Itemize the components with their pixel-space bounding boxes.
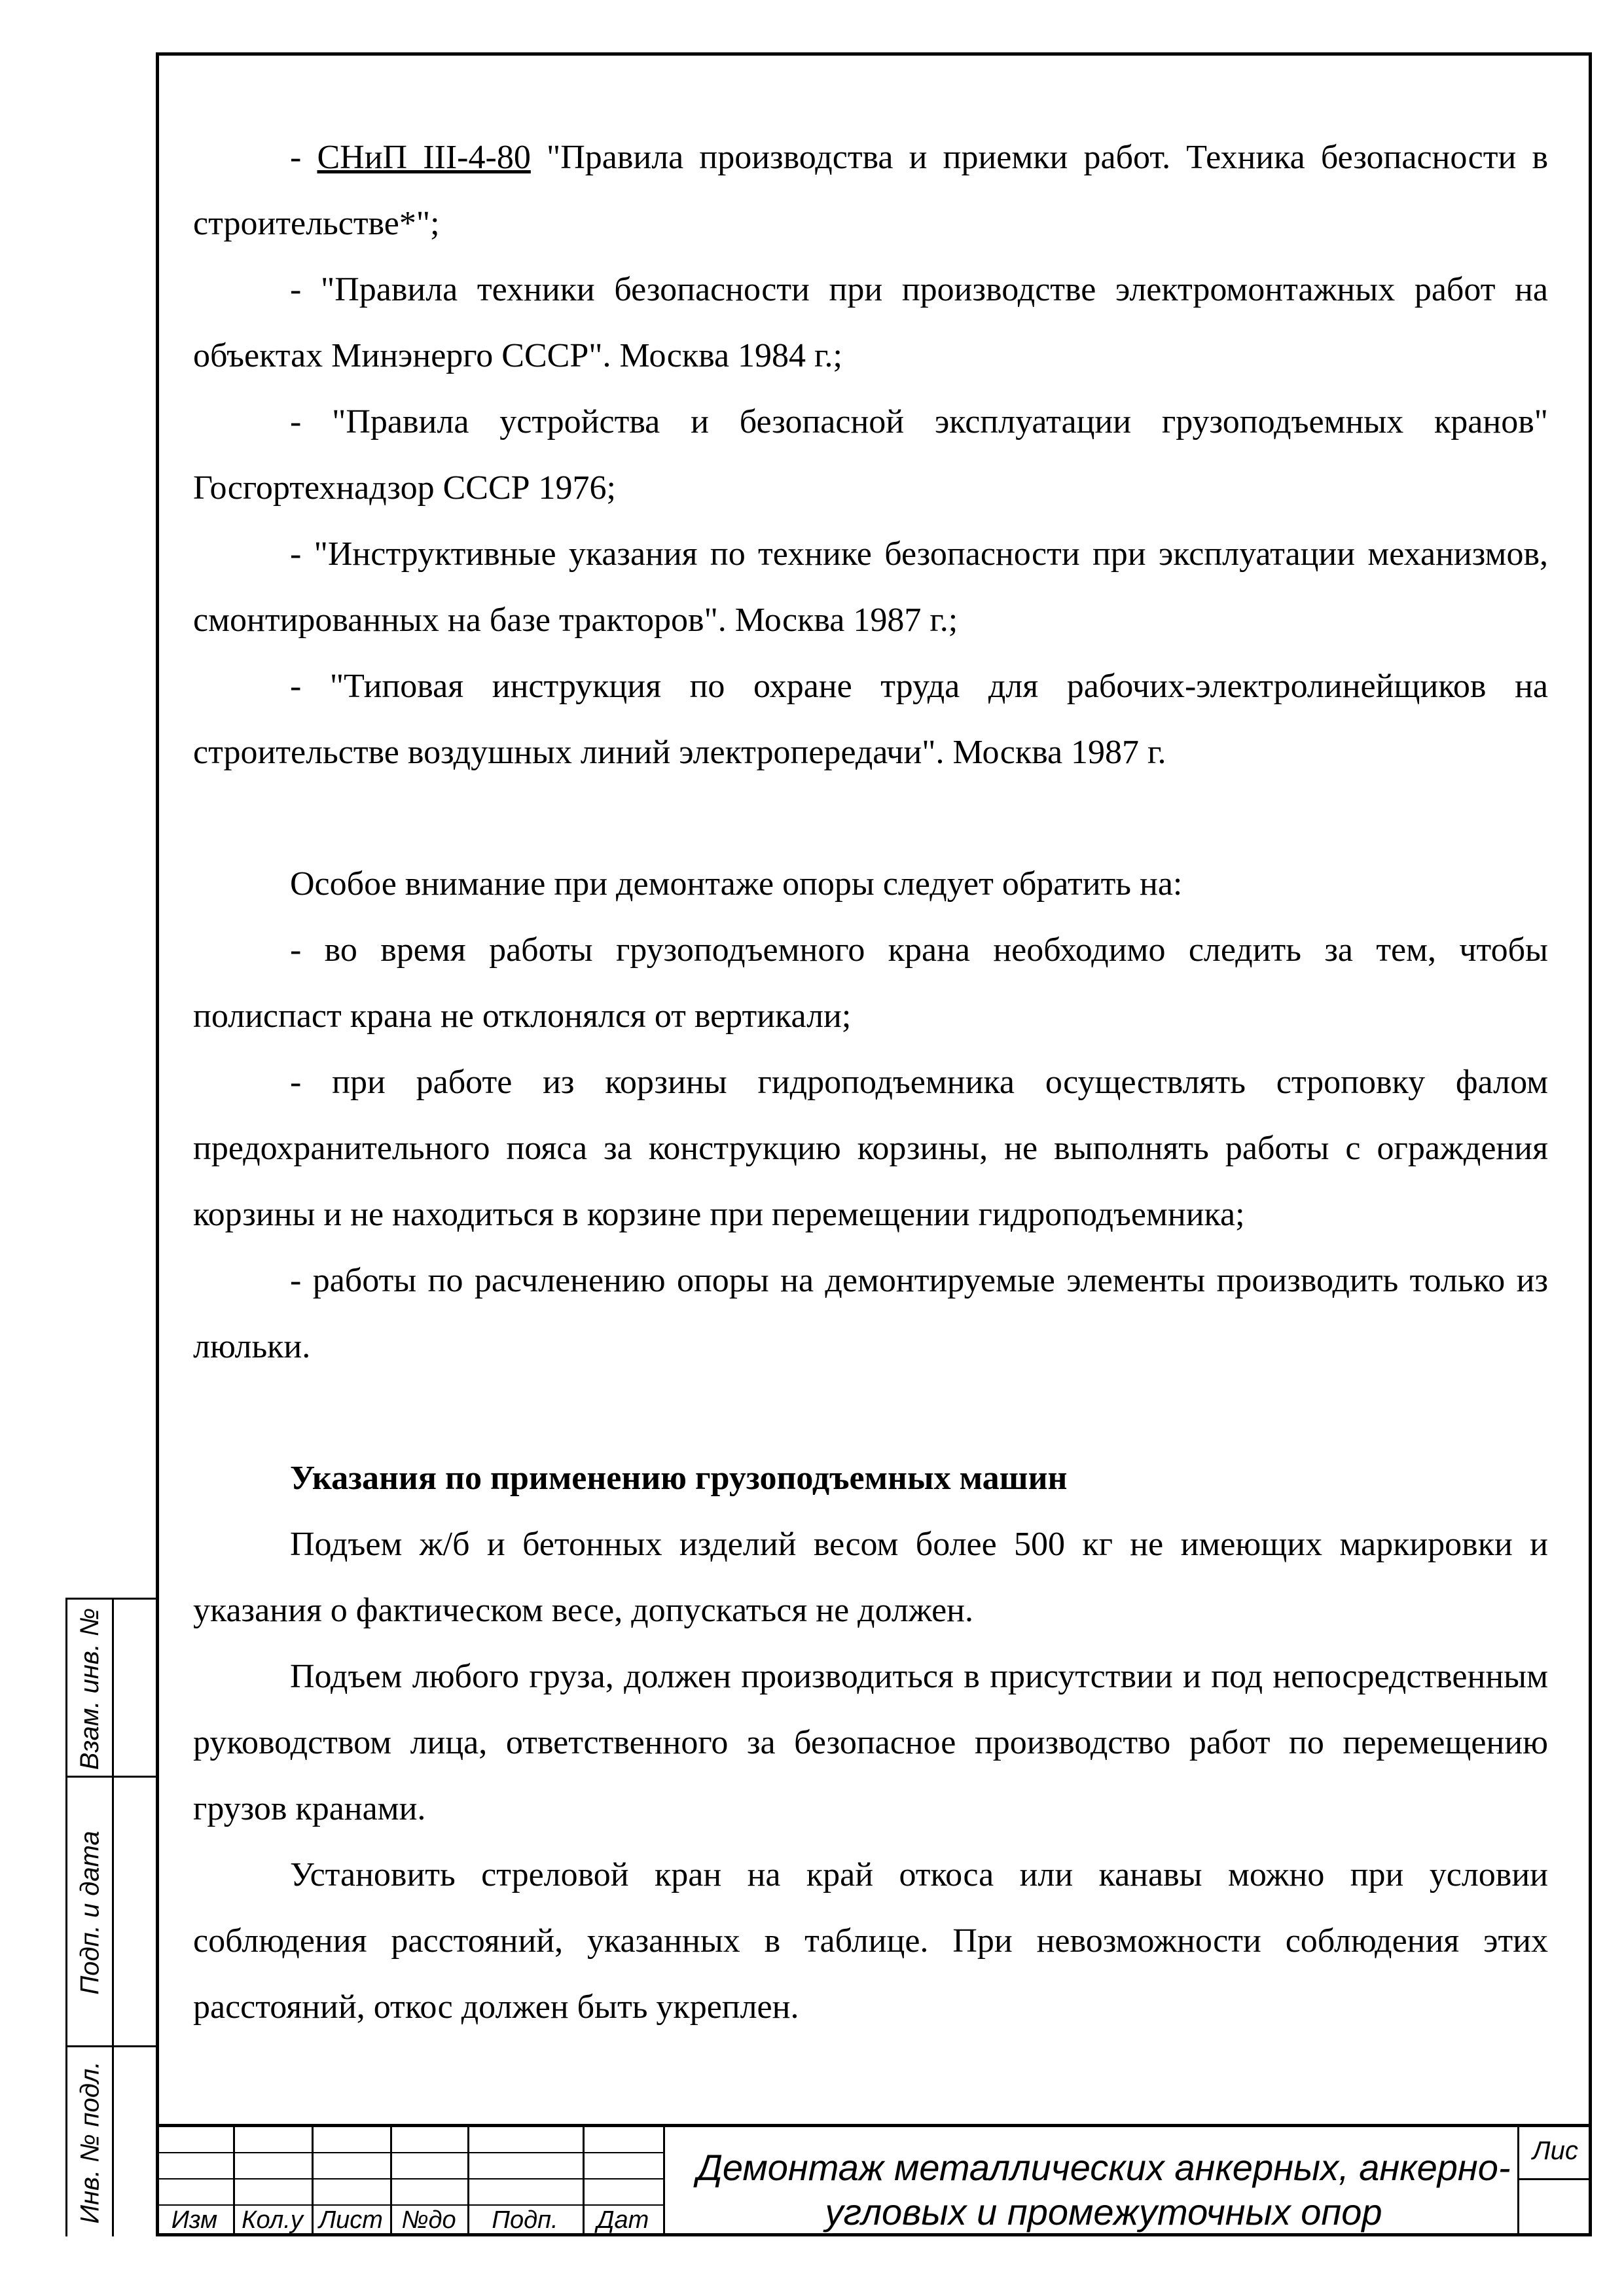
attention-item: - работы по расчленению опоры на демонтируемые элементы производить только из люльки. bbox=[193, 1262, 1548, 1365]
attention-intro: Особое внимание при демонтаже опоры следует обратить на: bbox=[290, 865, 1183, 903]
document-body bbox=[193, 124, 1548, 2040]
norm-item: - "Типовая инструкция по охране труда для рабочих-электролинейщиков на строительстве воздушных линий электропередачи". Москва 1987 г. bbox=[193, 668, 1548, 771]
section-paragraph: Установить стреловой кран на край откоса или канавы можно при условии соблюдения расстояний, указанных в таблице. При невозможности соблюдения этих расстояний, откос должен быть укреплен. bbox=[193, 1856, 1548, 2026]
attention-item: - при работе из корзины гидроподъемника осуществлять строповку фалом предохранительного пояса за конструкцию корзины, не выполнять работы с ограждения корзины и не находиться в корзине при перемещении гидроподъемника; bbox=[193, 1064, 1548, 1233]
norm-item: - "Правила техники безопасности при производстве электромонтажных работ на объектах Минэнерго СССР". Москва 1984 г.; bbox=[193, 271, 1548, 374]
side-label-signature-date: Подп. и дата bbox=[75, 1830, 105, 1995]
norm-item: - "Инструктивные указания по технике безопасности при эксплуатации механизмов, смонтированных на базе тракторов". Москва 1987 г.; bbox=[193, 535, 1548, 639]
section-heading: Указания по применению грузоподъемных машин bbox=[290, 1460, 1068, 1497]
col-label-date: Дат bbox=[596, 2206, 649, 2234]
norm-item: - СНиП III-4-80 "Правила производства и приемки работ. Техника безопасности в строительстве*"; bbox=[193, 139, 1549, 242]
col-label-signature: Подп. bbox=[492, 2206, 558, 2234]
col-label-sheet: Лист bbox=[319, 2206, 383, 2234]
revision-grid bbox=[156, 2127, 663, 2236]
side-label-replacement: Взам. инв. № bbox=[75, 1607, 105, 1770]
side-stamp bbox=[65, 1598, 156, 2236]
norm-item: - "Правила устройства и безопасной эксплуатации грузоподъемных кранов" Госгортехнадзор СССР 1976; bbox=[193, 403, 1548, 507]
col-label-doc-number: №до bbox=[401, 2206, 456, 2234]
document-title: Демонтаж металлических анкерных, анкерно- угловых и промежуточных опор bbox=[696, 2147, 1511, 2233]
side-label-original-inventory: Инв. № подл. bbox=[75, 2060, 105, 2224]
col-label-change: Изм bbox=[171, 2206, 218, 2234]
attention-item: - во время работы грузоподъемного крана необходимо следить за тем, чтобы полиспаст крана не отклонялся от вертикали; bbox=[193, 931, 1548, 1035]
section-paragraph: Подъем любого груза, должен производиться в присутствии и под непосредственным руководством лица, ответственного за безопасное производство работ по перемещению грузов кранами. bbox=[193, 1658, 1548, 1827]
norm-code: СНиП III-4-80 bbox=[317, 139, 531, 176]
sheet-cell bbox=[1517, 2127, 1592, 2236]
title-block bbox=[156, 2124, 1592, 2236]
sheet-label: Лис bbox=[1532, 2136, 1578, 2165]
col-label-count: Кол.у bbox=[242, 2206, 303, 2234]
document-title-cell bbox=[663, 2127, 1624, 2236]
section-paragraph: Подъем ж/б и бетонных изделий весом более 500 кг не имеющих маркировки и указания о фактическом весе, допускаться не должен. bbox=[193, 1526, 1548, 1629]
